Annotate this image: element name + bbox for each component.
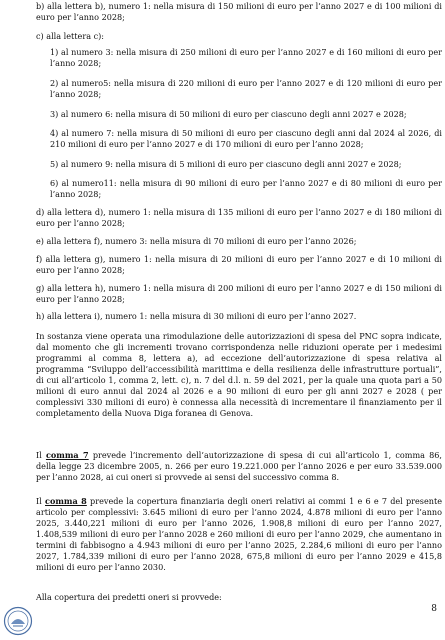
paragraph-h: h) alla lettera i), numero 1: nella misura di 30 milioni di euro per l’anno 2027. [36, 311, 357, 321]
paragraph-c: c) alla lettera c): [36, 31, 105, 41]
paragraph-b: b) alla lettera b), numero 1: nella misura di 150 milioni di euro per l’anno 2027 e di 100 milioni di euro per l’anno 2028; [36, 1, 442, 22]
comma-8-text: prevede la copertura finanziaria degli oneri relativi ai commi 1 e 6 e 7 del presente articolo per complessivi: 3.645 milioni di euro per l’anno 2024, 4.878 milioni di euro per l’anno 2025, 3.440,221 milioni di euro per l’anno 2026, 1.908,8 milioni di euro per l’anno 2027, 1.408,539 milioni di euro per l’anno 2028 e 260 milioni di euro per l’anno 2029, che aumentano in termini di fabbisogno a 4.943 milioni di euro per l’anno 2025, 2.284,6 milioni di euro per l’anno 2027, 1.784,339 milioni di euro per l’anno 2028, 675,8 milioni di euro per l’anno 2029 e 415,8 milioni di euro per l’anno 2030. [36, 496, 443, 572]
paragraph-comma-8 [36, 496, 442, 573]
page-number: 8 [431, 604, 437, 614]
seal-icon [3, 606, 33, 636]
paragraph-summary: In sostanza viene operata una rimodulazione delle autorizzazioni di spesa del PNC sopra indicate, dal momento che gli incrementi trovano corrispondenza nelle riduzioni operate per i medesimi programmi al comma 8, lettera a), ad eccezione dell’autorizzazione di spesa relativa al programma “Sviluppo dell’accessibilità marittima e della resilienza delle infrastrutture portuali”, di cui all’articolo 1, comma 2, lett. c), n. 7 del d.l. n. 59 del 2021, per la quale una quota pari a 50 milioni di euro annui dal 2024 al 2026 e a 90 milioni di euro per gli anni 2027 e 2028 ( per complessivi 330 milioni di euro) è connessa alla necessità di incrementare il finanziamento per il completamento della Nuova Diga foranea di Genova. [36, 331, 442, 418]
comma-8-label: comma 8 [45, 496, 87, 506]
paragraph-copertura: Alla copertura dei predetti oneri si provvede: [36, 592, 222, 602]
paragraph-g: g) alla lettera h), numero 1: nella misura di 200 milioni di euro per l’anno 2027 e di 150 milioni di euro per l’anno 2028; [36, 283, 442, 304]
comma-7-text: prevede l’incremento dell’autorizzazione di spesa di cui all’articolo 1, comma 86, della legge 23 dicembre 2005, n. 266 per euro 19.221.000 per l’anno 2026 e per euro 33.539.000 per l’anno 2028, ai cui oneri si provvede ai sensi del successivo comma 8. [36, 450, 442, 482]
item-c6: 6) al numero11: nella misura di 90 milioni di euro per l’anno 2027 e di 80 milioni di euro per l’anno 2028; [50, 178, 442, 199]
comma-7-prefix: Il [36, 450, 46, 460]
paragraph-e: e) alla lettera f), numero 3: nella misura di 70 milioni di euro per l’anno 2026; [36, 236, 357, 246]
item-c1: 1) al numero 3: nella misura di 250 milioni di euro per l’anno 2027 e di 160 milioni di euro per l’anno 2028; [50, 47, 442, 68]
item-c3: 3) al numero 6: nella misura di 50 milioni di euro per ciascuno degli anni 2027 e 2028; [50, 109, 407, 119]
comma-8-prefix: Il [36, 496, 46, 506]
comma-7-label: comma 7 [45, 450, 89, 460]
item-c2: 2) al numero5: nella misura di 220 milioni di euro per l’anno 2027 e di 120 milioni di euro per l’anno 2028; [50, 78, 442, 99]
paragraph-comma-7 [36, 450, 442, 483]
item-c4: 4) al numero 7: nella misura di 50 milioni di euro per ciascuno degli anni dal 2024 al 2026, di 210 milioni di euro per l’anno 2027 e di 170 milioni di euro per l’anno 2028; [50, 128, 442, 149]
paragraph-f: f) alla lettera g), numero 1: nella misura di 20 milioni di euro per l’anno 2027 e di 10 milioni di euro per l’anno 2028; [36, 254, 442, 275]
paragraph-d: d) alla lettera d), numero 1: nella misura di 135 milioni di euro per l’anno 2027 e di 180 milioni di euro per l’anno 2028; [36, 207, 442, 228]
item-c5: 5) al numero 9: nella misura di 5 milioni di euro per ciascuno degli anni 2027 e 2028; [50, 159, 402, 169]
